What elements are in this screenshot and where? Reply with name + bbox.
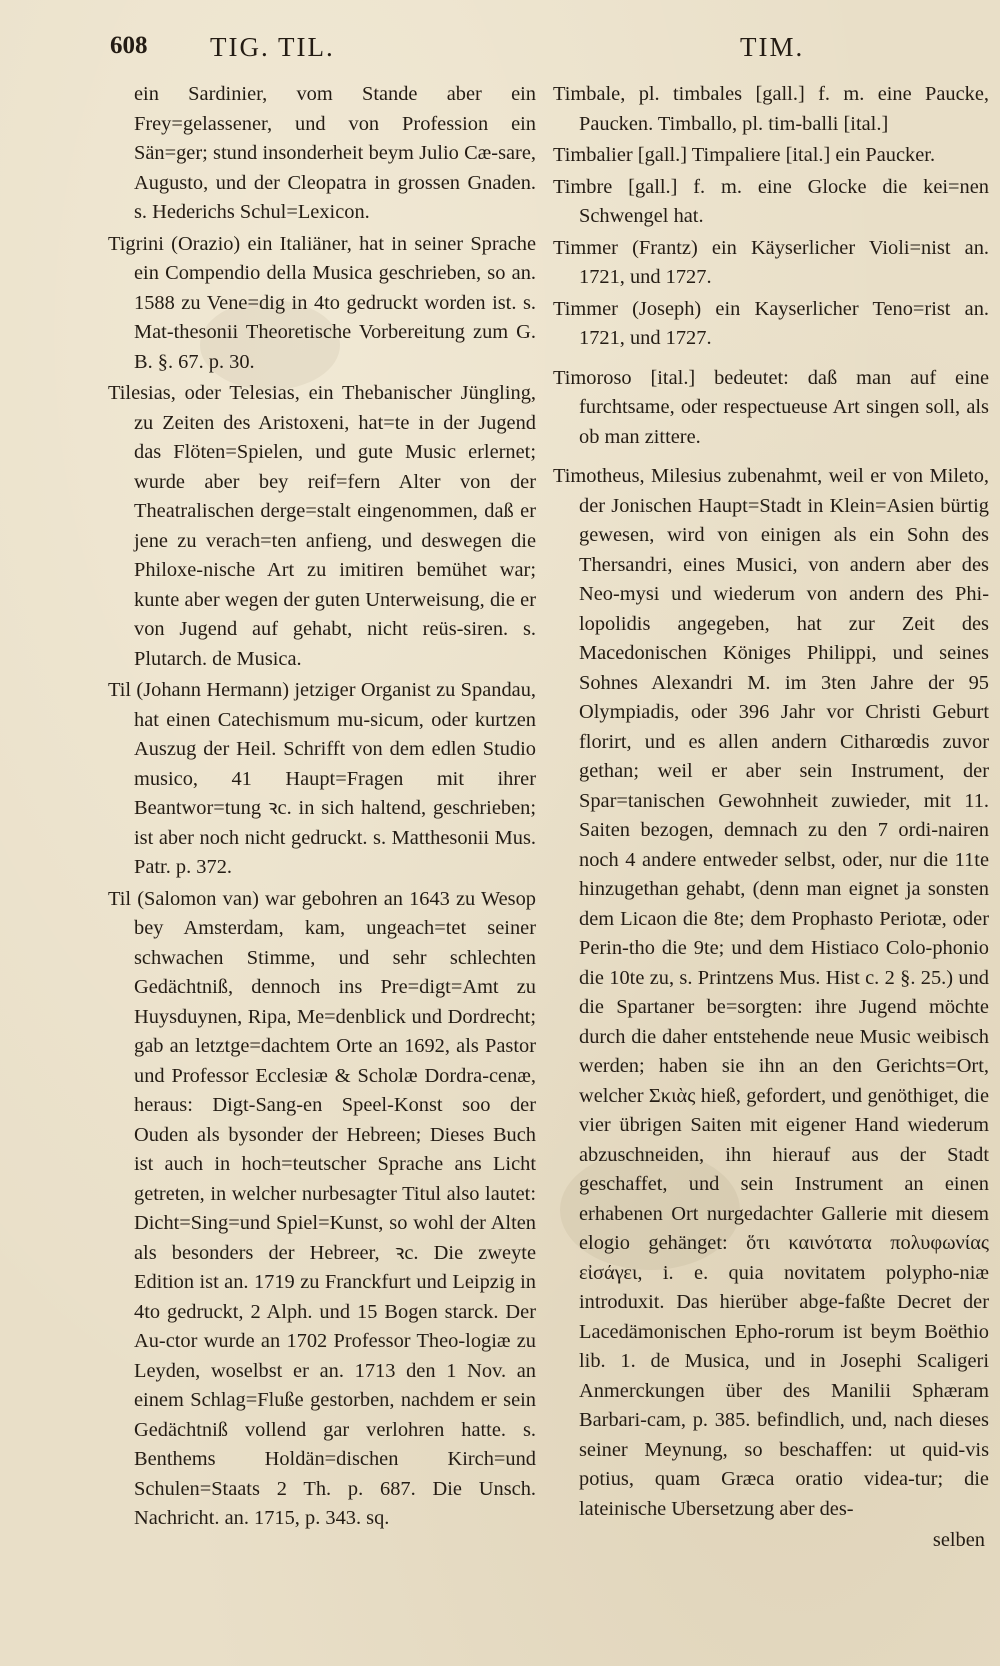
right-running-title: TIM. <box>740 32 805 62</box>
entry-sardinier-continuation: ein Sardinier, vom Stande aber ein Frey=gelassener, und von Profession ein Sän=ger; stund insonderheit beym Julio Cæ-sare, Augusto, und der Cleopatra in grossen Gnaden. s. Hederichs Schul=Lexicon. <box>134 83 536 223</box>
entry-timbale: Timbale, pl. timbales [gall.] f. m. eine Paucke, Paucken. Timballo, pl. tim-balli [ital.] <box>553 83 989 135</box>
entry-til-salomon: Til (Salomon van) war gebohren an 1643 zu Wesop bey Amsterdam, kam, ungeach=tet seiner schwachen Stimme, und sehr schlechten Gedächtniß, dennoch ins Pre=digt=Amt zu Huysduynen, Ripa, Me=denblick und Dordrecht; gab an letztge=dachtem Orte an 1692, als Pastor und Professor Ecclesiæ & Scholæ Dordra-cenæ, heraus: Digt-Sang-en Speel-Konst soo der Ouden als bysonder der Hebreen; Dieses Buch ist auch in hoch=teutscher Sprache ans Licht getreten, in welcher nurbesagter Titul also lautet: Dicht=Sing=und Spiel=Kunst, so wohl der Alten als besonders der Hebreer, ꝛc. Die zweyte Edition ist an. 1719 zu Franckfurt und Leipzig in 4to gedruckt, 2 Alph. und 15 Bogen starck. Der Au-ctor wurde an 1702 Professor Theo-logiæ zu Leyden, woselbst er an. 1713 den 1 Nov. an einem Schlag=Fluße gestorben, nachdem er sein Gedächtniß vollend gar verlohren hatte. s. Benthems Holdän=dischen Kirch=und Schulen=Staats 2 Th. p. 687. Die Unsch. Nachricht. an. 1715, p. 343. sq. <box>108 887 536 1529</box>
left-column <box>108 80 536 1536</box>
catchword: selben <box>932 1529 985 1551</box>
entry-timmer-joseph: Timmer (Joseph) ein Kayserlicher Teno=rist an. 1721, und 1727. <box>553 297 989 349</box>
right-column <box>553 80 989 1556</box>
running-head <box>110 30 980 74</box>
entry-timbre: Timbre [gall.] f. m. eine Glocke die kei=nen Schwengel hat. <box>553 175 989 227</box>
entry-timoroso: Timoroso [ital.] bedeutet: daß man auf eine furchtsame, oder respectueuse Art singen soll, als ob man zittere. <box>553 366 989 448</box>
entry-timotheus: Timotheus, Milesius zubenahmt, weil er von Mileto, der Jonischen Haupt=Stadt in Klein=Asien bürtig gewesen, wird von einigen als ein Sohn des Thersandri, eines Musici, von andern aber des Neo-mysi und wiederum von andern des Phi-lopolidis angegeben, hat zur Zeit des Macedonischen Königes Philippi, und seines Sohnes Alexandri M. im 3ten Jahre der 95 Olympiadis, oder 396 Jahr vor Christi Geburt florirt, und es allen andern Citharœdis zuvor gethan; weil er aber sein Instrument, der Spar=tanischen Gewohnheit zuwieder, mit 11. Saiten bezogen, demnach zu den 7 ordi-nairen noch 4 andere entweder selbst, oder, nur die 11te hinzugethan gehabt, (denn man eignet ja sonsten dem Licaon die 8te; dem Prophasto Periotæ, oder Perin-tho die 9te; und dem Histiaco Colo-phonio die 10te zu, s. Printzens Mus. Hist c. 2 §. 25.) und die Spartaner be=sorgten: ihre Jugend möchte durch die daher entstehende neue Music weibisch werden; haben sie ihn an den Gerichts=Ort, welcher Σκιὰς hieß, gefordert, und genöthiget, die vier übrigen Saiten mit eigener Hand wiederum abzuschneiden, ihn hierauf aus der Stadt geschaffet, und sein Instrument an einen erhabenen Ort nurgedachter Gallerie mit diesem elogio gehänget: ὅτι καινότατα πολυφωνίας εἰσάγει, i. e. quia novitatem polypho-niæ introduxit. Das hierüber abge-faßte Decret der Lacedämonischen Epho-rorum ist beym Boëthio lib. 1. de Musica, und in Josephi Scaligeri Anmerckungen über des Manilii Sphæram Barbari-cam, p. 385. befindlich, und, nach dieses seiner Meynung, so beschaffen: ut quid-vis potius, quam Græca oratio videa-tur; die lateinische Ubersetzung aber des- <box>553 465 989 1520</box>
entry-timbalier: Timbalier [gall.] Timpaliere [ital.] ein Paucker. <box>553 144 936 166</box>
entry-tigrini: Tigrini (Orazio) ein Italiäner, hat in seiner Sprache ein Compendio della Musica geschrieben, so an. 1588 zu Vene=dig in 4to gedruckt worden ist. s. Mat-thesonii Theoretische Vorbereitung zum G. B. §. 67. p. 30. <box>108 232 536 373</box>
entry-timmer-frantz: Timmer (Frantz) ein Käyserlicher Violi=nist an. 1721, und 1727. <box>553 236 989 288</box>
page-number: 608 <box>110 32 148 59</box>
left-running-title: TIG. TIL. <box>210 32 335 62</box>
entry-til-johann-hermann: Til (Johann Hermann) jetziger Organist zu Spandau, hat einen Catechismum mu-sicum, oder kurtzen Auszug der Heil. Schrifft von dem edlen Studio musico, 41 Haupt=Fragen mit ihrer Beantwor=tung ꝛc. in sich haltend, geschrieben; ist aber noch nicht gedruckt. s. Matthesonii Mus. Patr. p. 372. <box>108 679 536 878</box>
entry-tilesias: Tilesias, oder Telesias, ein Thebanischer Jüngling, zu Zeiten des Aristoxeni, hat=te in der Jugend das Flöten=Spielen, und gute Music erlernet; wurde aber bey reif=fern Alter von der Theatralischen derge=stalt eingenommen, daß er jene zu verach=ten anfieng, und deswegen die Philoxe-nische Art zu imitiren bemühet war; kunte aber wegen der guten Unterweisung, die er von Jugend auf gehabt, nicht reüs-siren. s. Plutarch. de Musica. <box>108 382 536 670</box>
